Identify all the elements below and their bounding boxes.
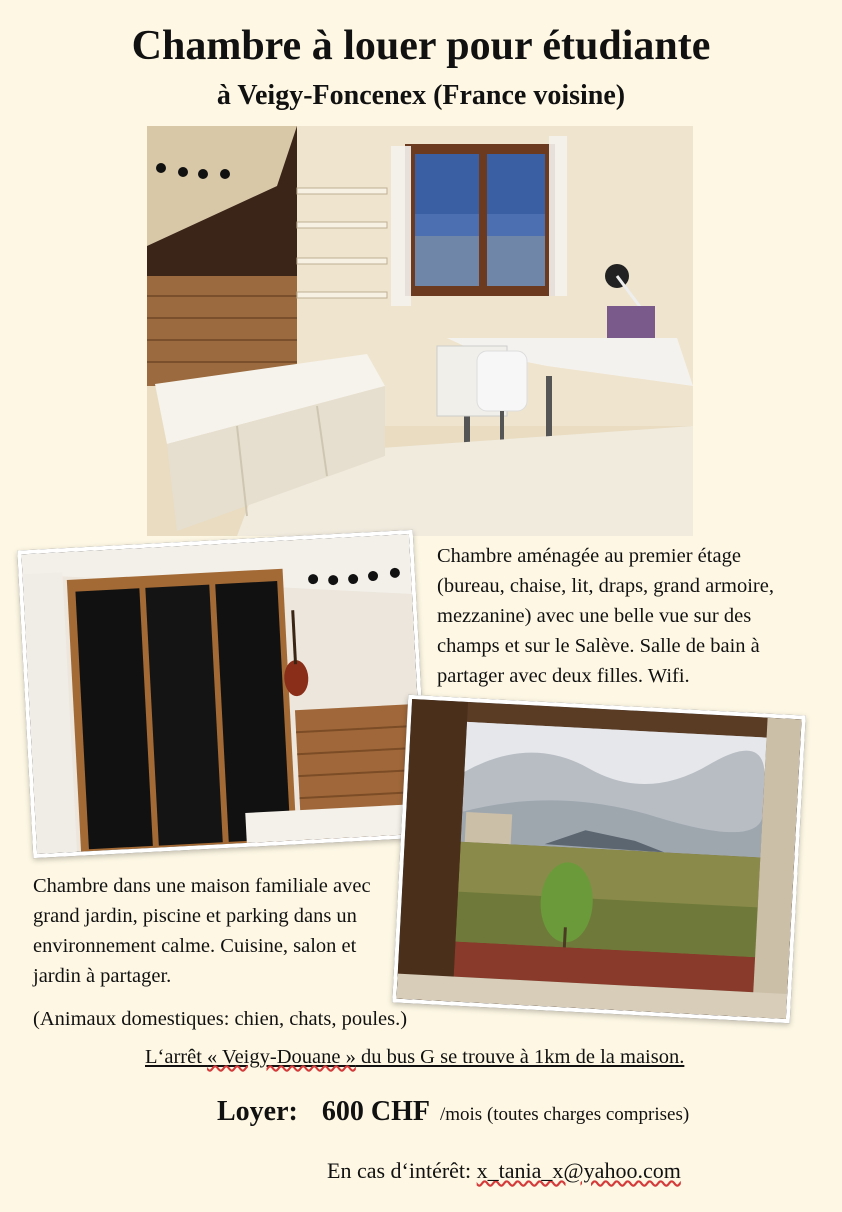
bus-suffix: du bus G se trouve à 1km de la maison. <box>355 1046 685 1068</box>
room-description: Chambre aménagée au premier étage (bureau, chaise, lit, draps, grand armoire, mezzanine) avec une belle vue sur des champs et sur le Salève. Salle de bain à partager avec deux filles. Wifi. <box>437 545 774 687</box>
contact-info <box>327 1158 681 1184</box>
contact-email[interactable]: x_tania_x@yahoo.com <box>476 1158 681 1183</box>
bus-prefix: L‘arrêt <box>145 1046 208 1068</box>
bedroom-photo <box>147 126 693 536</box>
rent-note: /mois (toutes charges comprises) <box>439 1104 690 1125</box>
rent-price: 600 CHF <box>321 1096 430 1127</box>
pets-note: (Animaux domestiques: chien, chats, poules.) <box>33 1008 408 1030</box>
rent-info <box>217 1096 689 1128</box>
page-subtitle: à Veigy-Foncenex (France voisine) <box>216 80 626 111</box>
rent-label: Loyer: <box>217 1096 298 1127</box>
contact-label: En cas d‘intérêt: <box>327 1158 472 1183</box>
window-view-photo <box>392 695 806 1023</box>
page-title: Chambre à louer pour étudiante <box>131 23 711 69</box>
house-description: Chambre dans une maison familiale avec grand jardin, piscine et parking dans un environnement calme. Cuisine, salon et jardin à partager. <box>33 875 371 987</box>
bus-stop-info <box>145 1046 684 1069</box>
wardrobe-photo <box>17 530 429 858</box>
bus-stop-name: « Veigy-Douane » <box>207 1046 356 1068</box>
